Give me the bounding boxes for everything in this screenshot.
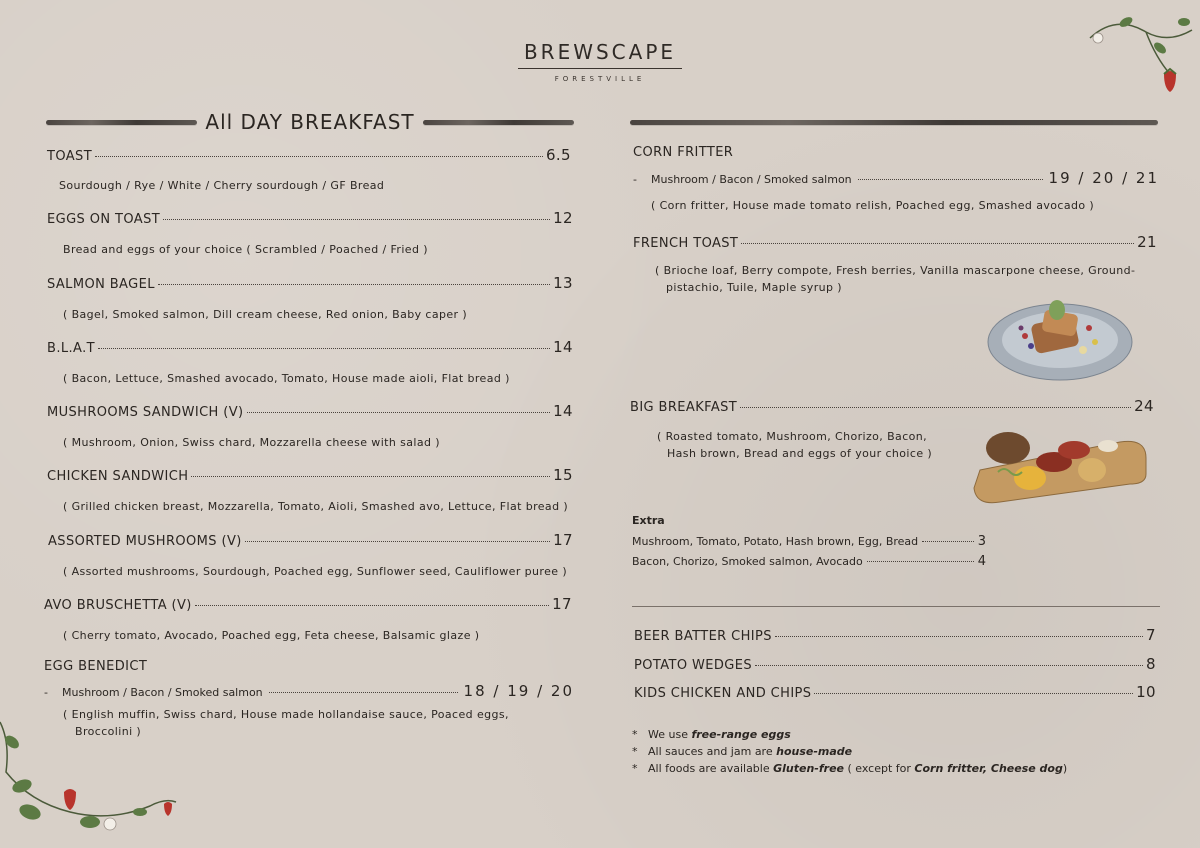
menu-item-assorted-mushrooms (48, 531, 573, 549)
item-desc: ( Bacon, Lettuce, Smashed avocado, Tomato, House made aioli, Flat bread ) (63, 372, 510, 385)
menu-item-mushrooms-sandwich (47, 402, 573, 420)
big-breakfast-board-illustration (970, 422, 1148, 506)
item-name: MUSHROOMS SANDWICH (V) (47, 405, 244, 420)
item-price: 7 (1146, 626, 1156, 644)
item-name: TOAST (47, 149, 93, 164)
strawberry-vine-icon (0, 712, 180, 842)
item-name: EGGS ON TOAST (47, 212, 161, 227)
item-desc: ( Grilled chicken breast, Mozzarella, Tomato, Aioli, Smashed avo, Lettuce, Flat bread ) (63, 500, 569, 513)
brush-divider-left-2 (423, 120, 574, 125)
item-price: 6.5 (545, 146, 571, 164)
menu-item-egg-benedict (44, 659, 147, 674)
brand-header (0, 40, 1200, 83)
item-name: CHICKEN SANDWICH (47, 469, 189, 484)
item-desc: ( Cherry tomato, Avocado, Poached egg, Feta cheese, Balsamic glaze ) (63, 629, 480, 642)
item-name: FRENCH TOAST (633, 236, 739, 251)
section-title: All DAY BREAKFAST (205, 110, 415, 134)
brush-divider-right (630, 120, 1158, 125)
item-desc: ( Assorted mushrooms, Sourdough, Poached egg, Sunflower seed, Cauliflower puree ) (63, 565, 568, 578)
item-price: 17 (553, 531, 573, 549)
menu-item-toast (47, 146, 571, 164)
item-price: 21 (1137, 233, 1157, 251)
dash: - (633, 173, 637, 186)
footnote: * All sauces and jam are house-made (632, 745, 853, 758)
brand-location: FORESTVILLE (554, 75, 646, 83)
option-prices: 19 / 20 / 21 (1048, 169, 1159, 187)
item-desc: pistachio, Tuile, Maple syrup ) (666, 281, 842, 294)
brush-divider-left (46, 120, 197, 125)
item-name: EGG BENEDICT (44, 659, 148, 674)
section-heading (46, 108, 574, 136)
extra-items: Bacon, Chorizo, Smoked salmon, Avocado (632, 555, 863, 568)
menu-item-beer-batter-chips (634, 626, 1156, 644)
brand-name: BREWSCAPE (518, 40, 682, 69)
item-price: 10 (1136, 683, 1156, 701)
item-name: BEER BATTER CHIPS (634, 629, 772, 644)
menu-item-blat (47, 338, 573, 356)
item-desc: ( Brioche loaf, Berry compote, Fresh berries, Vanilla mascarpone cheese, Ground- (655, 264, 1136, 277)
extra-title: Extra (632, 514, 665, 527)
item-price: 17 (552, 595, 572, 613)
strawberry-vine-icon (1086, 8, 1198, 100)
item-name: B.L.A.T (47, 341, 95, 356)
menu-item-kids-chicken-chips (634, 683, 1156, 701)
item-name: KIDS CHICKEN AND CHIPS (634, 686, 812, 701)
item-desc: Bread and eggs of your choice ( Scrambled / Poached / Fried ) (63, 243, 428, 256)
item-price: 8 (1146, 655, 1156, 673)
french-toast-plate-illustration (985, 292, 1135, 384)
menu-item-french-toast (633, 233, 1157, 251)
item-desc: Broccolini ) (75, 725, 142, 738)
item-desc: ( English muffin, Swiss chard, House made hollandaise sauce, Poaced eggs, (63, 708, 509, 721)
extra-row (632, 554, 986, 569)
item-price: 24 (1134, 397, 1154, 415)
options-text: Mushroom / Bacon / Smoked salmon (62, 686, 263, 699)
menu-item-big-breakfast (630, 397, 1154, 415)
extra-price: 4 (977, 554, 986, 569)
menu-item-chicken-sandwich (47, 466, 573, 484)
item-name: POTATO WEDGES (634, 658, 753, 673)
extra-row (632, 534, 986, 549)
corn-fritter-options (633, 169, 1159, 187)
item-price: 12 (553, 209, 573, 227)
footnotes (632, 726, 1067, 777)
menu-item-avo-bruschetta (44, 595, 572, 613)
section-divider (632, 606, 1160, 607)
item-name: AVO BRUSCHETTA (V) (44, 598, 192, 613)
item-desc: Hash brown, Bread and eggs of your choice ) (667, 447, 933, 460)
item-price: 15 (553, 466, 573, 484)
item-desc: ( Mushroom, Onion, Swiss chard, Mozzarella cheese with salad ) (63, 436, 440, 449)
item-desc: ( Roasted tomato, Mushroom, Chorizo, Bacon, (657, 430, 928, 443)
options-text: Mushroom / Bacon / Smoked salmon (651, 173, 852, 186)
item-desc: Sourdough / Rye / White / Cherry sourdough / GF Bread (59, 179, 385, 192)
menu-item-salmon-bagel (47, 274, 573, 292)
item-desc: ( Corn fritter, House made tomato relish, Poached egg, Smashed avocado ) (651, 199, 1095, 212)
menu-item-potato-wedges (634, 655, 1156, 673)
item-price: 14 (553, 338, 573, 356)
item-desc: ( Bagel, Smoked salmon, Dill cream cheese, Red onion, Baby caper ) (63, 308, 468, 321)
item-price: 13 (553, 274, 573, 292)
extra-items: Mushroom, Tomato, Potato, Hash brown, Egg, Bread (632, 535, 919, 548)
item-name: BIG BREAKFAST (630, 400, 738, 415)
menu-item-eggs-on-toast (47, 209, 573, 227)
egg-benedict-options (44, 682, 574, 700)
footnote: * We use free-range eggs (632, 728, 791, 741)
item-name: CORN FRITTER (633, 145, 734, 160)
menu-item-corn-fritter (633, 145, 733, 160)
item-name: ASSORTED MUSHROOMS (V) (48, 534, 242, 549)
dash: - (44, 686, 48, 699)
item-price: 14 (553, 402, 573, 420)
extra-price: 3 (977, 534, 986, 549)
footnote: * All foods are available Gluten-free ( except for Corn fritter, Cheese dog) (632, 762, 1068, 775)
item-name: SALMON BAGEL (47, 277, 155, 292)
option-prices: 18 / 19 / 20 (463, 682, 574, 700)
